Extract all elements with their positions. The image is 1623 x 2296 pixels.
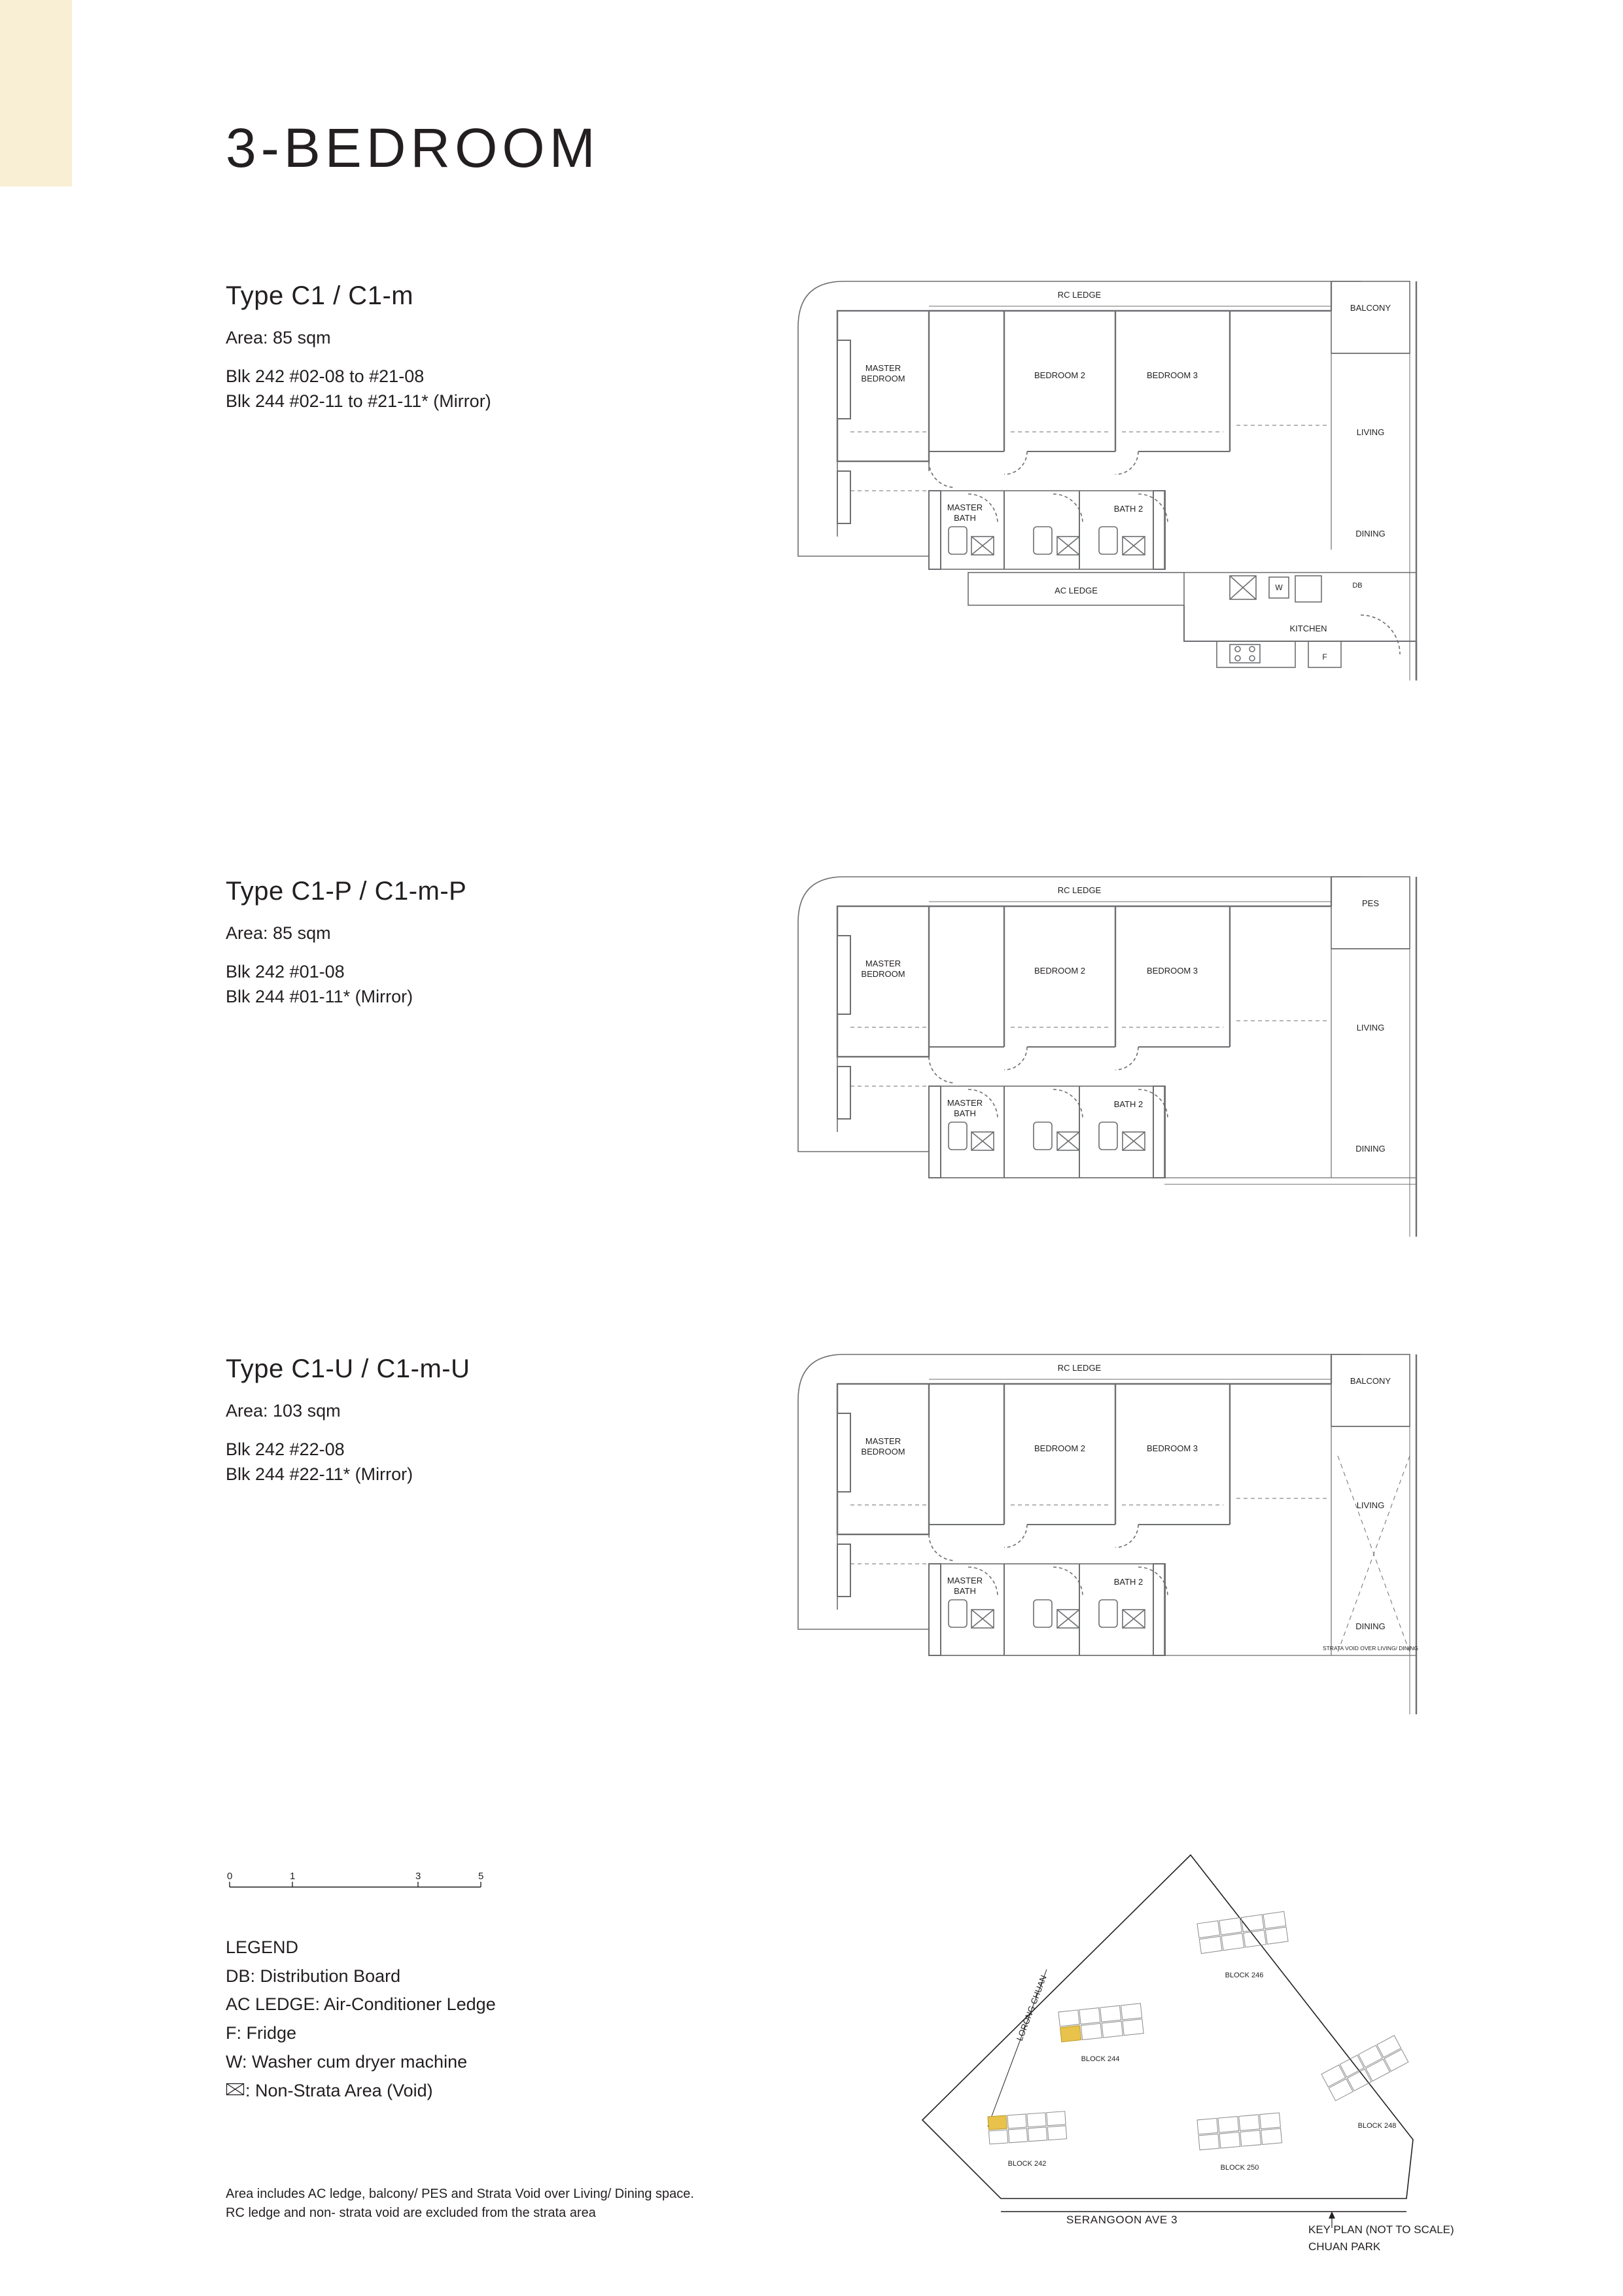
- plan-label-strata-void: STRATA VOID OVER LIVING/ DINING: [1322, 1645, 1419, 1651]
- unit-area-label: Area: 85 sqm: [226, 328, 331, 347]
- plan-label-bedroom2: BEDROOM 2: [1034, 1443, 1086, 1453]
- svg-text:BEDROOM: BEDROOM: [861, 1447, 905, 1457]
- unit-type-title: Type C1-P / C1-m-P: [226, 877, 467, 906]
- unit-blk-line-1: Blk 242 #01-08: [226, 962, 345, 981]
- plan-label-balcony: BALCONY: [1350, 303, 1391, 313]
- legend-void-label: : Non-Strata Area (Void): [245, 2080, 433, 2100]
- plan-label-rc-ledge: RC LEDGE: [1057, 290, 1102, 300]
- legend-item-ac-ledge: AC LEDGE: Air-Conditioner Ledge: [226, 1994, 496, 2015]
- floorplan-c1p: [772, 870, 1433, 1289]
- plan-label-dining: DINING: [1355, 529, 1386, 539]
- plan-label-bedroom3: BEDROOM 3: [1146, 966, 1198, 976]
- plan-label-balcony: BALCONY: [1350, 1376, 1391, 1386]
- non-strata-void-icon: [226, 2077, 245, 2106]
- plan-label-bedroom2: BEDROOM 2: [1034, 966, 1086, 976]
- unit-type-title: Type C1-U / C1-m-U: [226, 1354, 470, 1383]
- svg-text:BEDROOM: BEDROOM: [861, 969, 905, 979]
- legend-item-db: DB: Distribution Board: [226, 1966, 401, 1986]
- unit-text-block: [226, 1354, 814, 1487]
- keyplan-block-246-label: BLOCK 246: [1225, 1971, 1264, 1979]
- plan-label-dining: DINING: [1355, 1621, 1386, 1631]
- keyplan-block-244-label: BLOCK 244: [1081, 2055, 1120, 2063]
- legend-item-void: [226, 2077, 496, 2106]
- plan-label-pes: PES: [1361, 898, 1380, 908]
- plan-label-rc-ledge: RC LEDGE: [1057, 1363, 1102, 1373]
- scale-tick-0: 0: [227, 1871, 233, 1882]
- scale-tick-3: 3: [415, 1871, 421, 1882]
- unit-blk-line-2: Blk 244 #01-11* (Mirror): [226, 987, 413, 1007]
- svg-text:BATH: BATH: [954, 1586, 976, 1596]
- keyplan-road-label: LORONG CHUAN: [1014, 1973, 1049, 2043]
- legend-item-fridge: F: Fridge: [226, 2023, 297, 2043]
- unit-text-block: [226, 877, 814, 1010]
- unit-blk-line-2: Blk 244 #02-11 to #21-11* (Mirror): [226, 391, 491, 412]
- unit-blk-line-1: Blk 242 #02-08 to #21-08: [226, 366, 425, 386]
- plan-label-master-bedroom: MASTER: [865, 1436, 901, 1446]
- plan-label-f: F: [1322, 652, 1327, 662]
- scale-tick-5: 5: [478, 1871, 484, 1882]
- scale-bar: [226, 1870, 500, 1907]
- unit-text-block: [226, 281, 814, 414]
- plan-label-rc-ledge: RC LEDGE: [1057, 885, 1102, 895]
- plan-label-master-bath: MASTER: [947, 1576, 983, 1585]
- keyplan-caption-line-1: KEY PLAN (NOT TO SCALE): [1308, 2223, 1454, 2236]
- plan-label-bath2: BATH 2: [1113, 1577, 1143, 1587]
- plan-label-living: LIVING: [1356, 1500, 1385, 1510]
- plan-label-master-bedroom: MASTER: [865, 363, 901, 373]
- legend: [226, 1934, 496, 2105]
- unit-blk-line-1: Blk 242 #22-08: [226, 1439, 345, 1459]
- unit-area-label: Area: 85 sqm: [226, 923, 331, 943]
- plan-label-master-bath: MASTER: [947, 1098, 983, 1108]
- svg-text:BATH: BATH: [954, 513, 976, 523]
- plan-label-kitchen: KITCHEN: [1289, 624, 1327, 633]
- area-note-line-1: Area includes AC ledge, balcony/ PES and Strata Void over Living/ Dining space.: [226, 2187, 694, 2201]
- keyplan-block-242-label: BLOCK 242: [1007, 2160, 1047, 2168]
- plan-label-bath2: BATH 2: [1113, 1099, 1143, 1109]
- floorplan-c1u: [772, 1348, 1433, 1773]
- keyplan-street-label: SERANGOON AVE 3: [1066, 2214, 1178, 2226]
- plan-label-bedroom2: BEDROOM 2: [1034, 370, 1086, 380]
- legend-heading: LEGEND: [226, 1937, 299, 1957]
- unit-blk-line-2: Blk 244 #22-11* (Mirror): [226, 1464, 413, 1485]
- unit-area-label: Area: 103 sqm: [226, 1401, 341, 1421]
- plan-label-bath2: BATH 2: [1113, 504, 1143, 514]
- svg-text:BATH: BATH: [954, 1108, 976, 1118]
- area-note: [226, 2185, 694, 2223]
- svg-text:BEDROOM: BEDROOM: [861, 374, 905, 383]
- plan-label-dining: DINING: [1355, 1144, 1386, 1154]
- area-note-line-2: RC ledge and non- strata void are excluded from the strata area: [226, 2206, 596, 2220]
- plan-label-w: W: [1275, 583, 1283, 592]
- scale-tick-1: 1: [290, 1871, 296, 1882]
- unit-type-title: Type C1 / C1-m: [226, 281, 414, 310]
- plan-label-db: DB: [1352, 582, 1363, 590]
- plan-label-master-bedroom: MASTER: [865, 959, 901, 968]
- legend-item-washer: W: Washer cum dryer machine: [226, 2051, 468, 2072]
- keyplan-caption: [1308, 2221, 1454, 2255]
- keyplan-caption-line-2: CHUAN PARK: [1308, 2240, 1381, 2253]
- plan-label-master-bath: MASTER: [947, 503, 983, 512]
- plan-label-bedroom3: BEDROOM 3: [1146, 1443, 1198, 1453]
- plan-label-ac-ledge: AC LEDGE: [1055, 586, 1098, 595]
- keyplan-block-250-label: BLOCK 250: [1220, 2164, 1259, 2172]
- page-title: 3-BEDROOM: [226, 117, 600, 179]
- keyplan-block-248-label: BLOCK 248: [1357, 2122, 1397, 2130]
- corner-accent-tab: [0, 0, 72, 186]
- plan-label-bedroom3: BEDROOM 3: [1146, 370, 1198, 380]
- plan-label-living: LIVING: [1356, 1023, 1385, 1033]
- plan-label-living: LIVING: [1356, 427, 1385, 437]
- floorplan-c1: [772, 275, 1433, 785]
- key-plan: [909, 1845, 1433, 2261]
